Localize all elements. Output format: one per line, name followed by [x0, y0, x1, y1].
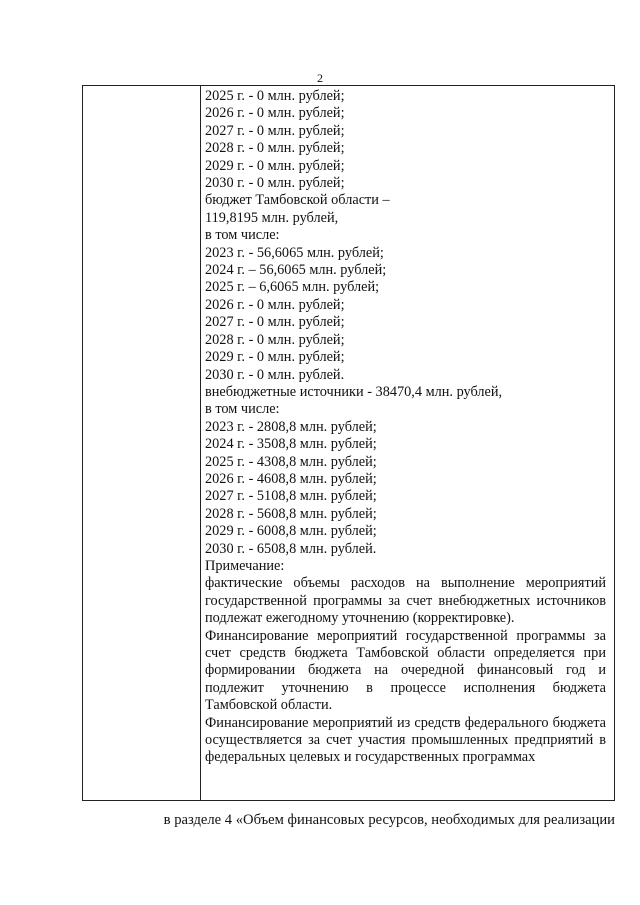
- funding-line: 119,8195 млн. рублей,: [205, 209, 339, 226]
- funding-line: бюджет Тамбовской области –: [205, 192, 390, 209]
- funding-line: 2028 г. - 5608,8 млн. рублей;: [205, 505, 377, 522]
- funding-line: 2029 г. - 0 млн. рублей;: [205, 349, 345, 366]
- funding-line: в том числе:: [205, 401, 280, 418]
- funding-line: 2029 г. - 0 млн. рублей;: [205, 157, 345, 174]
- funding-line: 2027 г. - 5108,8 млн. рублей;: [205, 488, 377, 505]
- note-paragraph: фактические объемы расходов на выполнение мероприятий государственной программы за счет внебюджетных источников подлежат ежегодному уточнению (корректировке).: [205, 575, 606, 627]
- funding-line: Примечание:: [205, 557, 285, 574]
- page-number: 2: [317, 71, 323, 85]
- funding-table: [82, 85, 615, 801]
- note-paragraph: Финансирование мероприятий государственной программы за счет средств бюджета Тамбовской области определяется при формировании бюджета на очередной финансовый год и подлежит уточнению в процессе исполнения бюджета Тамбовской области.: [205, 627, 606, 714]
- funding-line: 2024 г. – 56,6065 млн. рублей;: [205, 262, 387, 279]
- note-paragraphs: [205, 575, 606, 766]
- funding-line: 2026 г. - 0 млн. рублей;: [205, 105, 345, 122]
- funding-line: внебюджетные источники - 38470,4 млн. рублей,: [205, 383, 503, 400]
- funding-line: 2027 г. - 0 млн. рублей;: [205, 122, 345, 139]
- funding-lines: [205, 88, 606, 575]
- note-paragraph: Финансирование мероприятий из средств федерального бюджета осуществляется за счет участия промышленных предприятий в федеральных целевых и государственных программах: [205, 714, 606, 766]
- funding-line: 2025 г. - 4308,8 млн. рублей;: [205, 453, 377, 470]
- funding-line: 2028 г. - 0 млн. рублей;: [205, 331, 345, 348]
- funding-line: 2025 г. – 6,6065 млн. рублей;: [205, 279, 380, 296]
- funding-line: 2029 г. - 6008,8 млн. рублей;: [205, 523, 377, 540]
- funding-line: 2025 г. - 0 млн. рублей;: [205, 88, 345, 104]
- funding-line: 2027 г. - 0 млн. рублей;: [205, 314, 345, 331]
- funding-line: 2030 г. - 0 млн. рублей.: [205, 366, 345, 383]
- funding-line: 2030 г. - 0 млн. рублей;: [205, 175, 345, 192]
- column-divider: [200, 86, 201, 800]
- funding-cell: [205, 88, 606, 767]
- section-reference-text: в разделе 4 «Объем финансовых ресурсов, необходимых для реализации: [163, 812, 615, 828]
- funding-line: 2026 г. - 0 млн. рублей;: [205, 296, 345, 313]
- funding-line: 2024 г. - 3508,8 млн. рублей;: [205, 436, 377, 453]
- funding-line: 2023 г. - 56,6065 млн. рублей;: [205, 244, 384, 261]
- funding-line: 2028 г. - 0 млн. рублей;: [205, 140, 345, 157]
- funding-line: 2030 г. - 6508,8 млн. рублей.: [205, 540, 377, 557]
- funding-line: 2023 г. - 2808,8 млн. рублей;: [205, 418, 377, 435]
- funding-line: в том числе:: [205, 227, 280, 244]
- funding-line: 2026 г. - 4608,8 млн. рублей;: [205, 470, 377, 487]
